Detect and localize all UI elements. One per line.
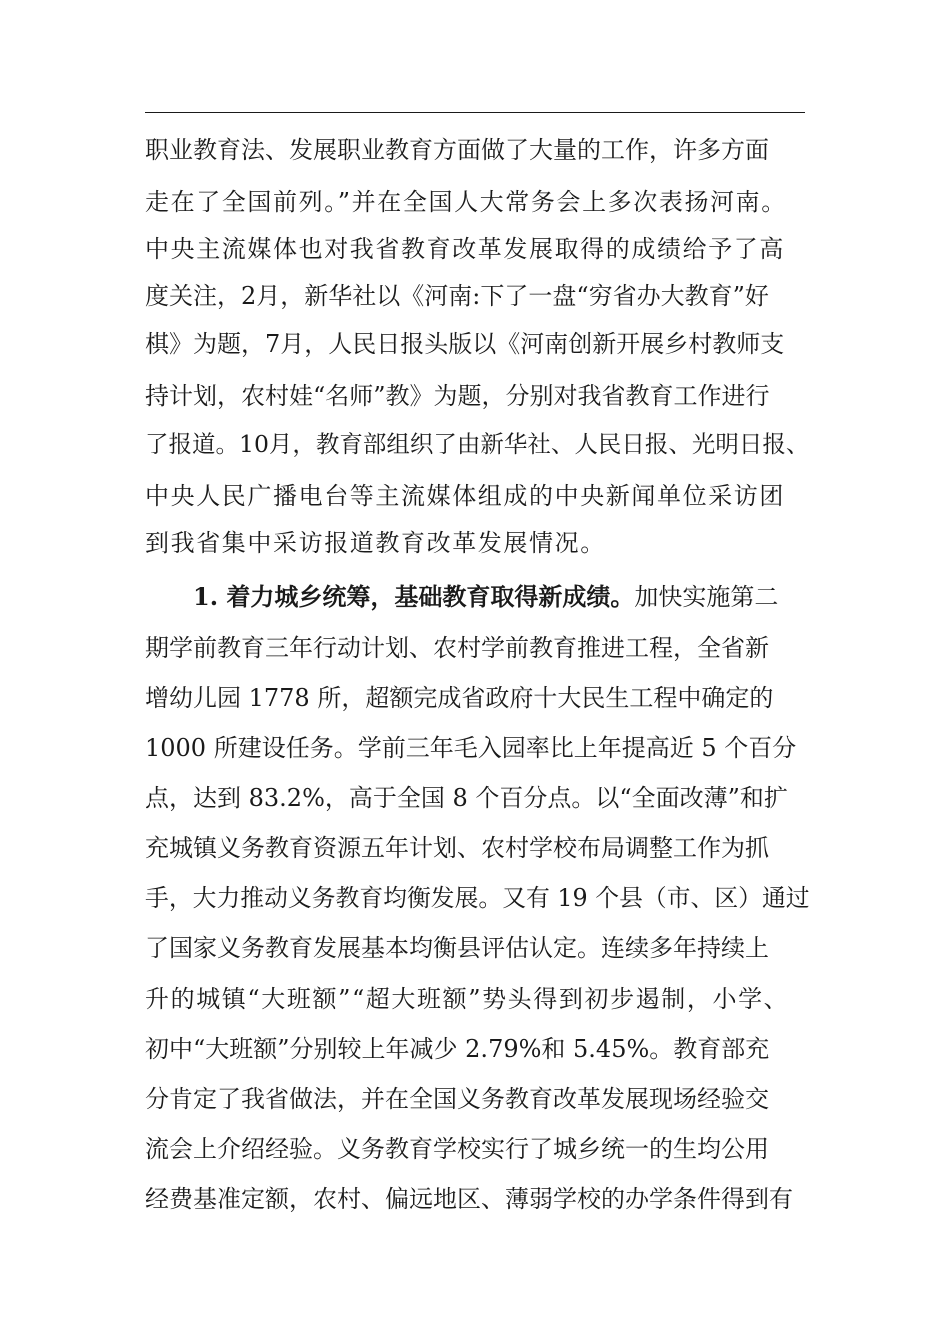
text-line: 点，达到 83.2%，高于全国 8 个百分点。以“全面改薄”和扩 — [145, 784, 788, 812]
text-line: 升的城镇“大班额”“超大班额”势头得到初步遏制，小学、 — [145, 985, 790, 1013]
text-line: 棋》为题，7月，人民日报头版以《河南创新开展乡村教师支 — [145, 330, 785, 358]
text-line: 了报道。10月，教育部组织了由新华社、人民日报、光明日报、 — [145, 430, 810, 458]
section-heading: 1. 着力城乡统筹，基础教育取得新成绩。 — [193, 582, 635, 611]
text-line: 增幼儿园 1778 所，超额完成省政府十大民生工程中确定的 — [145, 684, 774, 712]
text-line: 手，大力推动义务教育均衡发展。又有 19 个县（市、区）通过 — [145, 884, 810, 912]
header-rule — [145, 112, 805, 113]
text-line: 职业教育法、发展职业教育方面做了大量的工作，许多方面 — [145, 136, 769, 164]
text-line: 了国家义务教育发展基本均衡县评估认定。连续多年持续上 — [145, 934, 769, 962]
section-first-line-text: 加快实施第二 — [634, 583, 779, 611]
text-line: 1000 所建设任务。学前三年毛入园率比上年提高近 5 个百分 — [145, 734, 797, 762]
text-line: 到我省集中采访报道教育改革发展情况。 — [145, 529, 606, 557]
text-line: 初中“大班额”分别较上年减少 2.79%和 5.45%。教育部充 — [145, 1035, 770, 1063]
text-line: 走在了全国前列。”并在全国人大常务会上多次表扬河南。 — [145, 188, 787, 216]
text-line: 流会上介绍经验。义务教育学校实行了城乡统一的生均公用 — [145, 1135, 769, 1163]
text-line: 度关注，2月，新华社以《河南:下了一盘“穷省办大教育”好 — [145, 282, 769, 310]
text-line: 持计划，农村娃“名师”教》为题，分别对我省教育工作进行 — [145, 382, 770, 410]
text-line: 经费基准定额，农村、偏远地区、薄弱学校的办学条件得到有 — [145, 1185, 793, 1213]
text-line: 期学前教育三年行动计划、农村学前教育推进工程，全省新 — [145, 634, 769, 662]
section-first-line — [193, 582, 778, 612]
text-line: 中央人民广播电台等主流媒体组成的中央新闻单位采访团 — [145, 482, 785, 510]
text-line: 充城镇义务教育资源五年计划、农村学校布局调整工作为抓 — [145, 834, 769, 862]
text-line: 分肯定了我省做法，并在全国义务教育改革发展现场经验交 — [145, 1085, 769, 1113]
text-line: 中央主流媒体也对我省教育改革发展取得的成绩给予了高 — [145, 235, 785, 263]
